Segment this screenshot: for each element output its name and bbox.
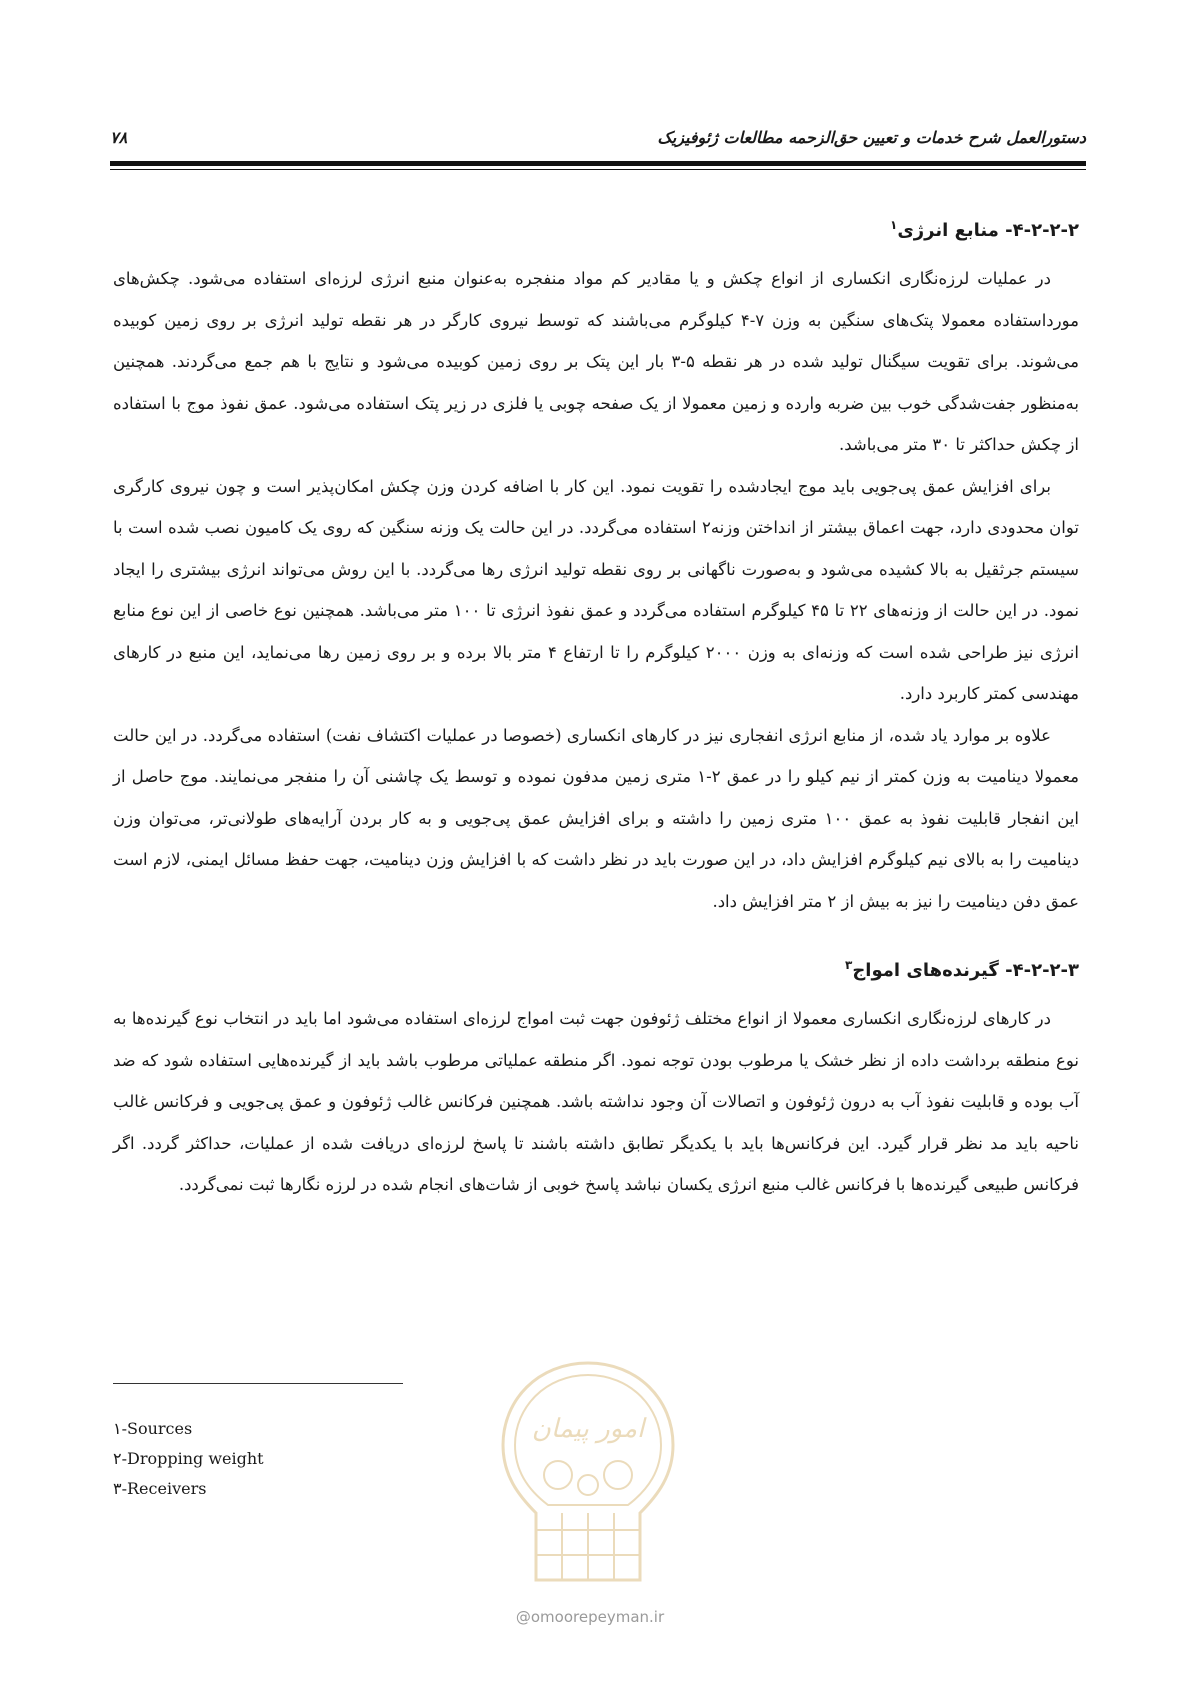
- stamp-logo-text: امور پیمان: [531, 1414, 645, 1444]
- running-title: دستورالعمل شرح خدمات و تعیین حق‌الزحمه مطالعات ژئوفیزیک: [657, 128, 1086, 147]
- section-number: ۴-۲-۲-۲-: [1005, 220, 1079, 241]
- section-heading-receivers: [113, 948, 1079, 988]
- footnote: ۳-Receivers: [113, 1479, 207, 1498]
- main-content: [113, 208, 1079, 1206]
- footnote: ۲-Dropping weight: [113, 1449, 264, 1468]
- paragraph: علاوه بر موارد یاد شده، از منابع انرژی انفجاری نیز در کارهای انکساری (خصوصا در عملیات اکتشاف نفت) استفاده می‌گردد. در این حالت معمولا دینامیت به وزن کمتر از نیم کیلو را در عمق ۲-۱ متری زمین مدفون نموده و توسط یک چاشنی آن را منفجر می‌نمایند. موج حاصل از این انفجار قابلیت نفوذ به عمق ۱۰۰ متری زمین را داشته و برای افزایش عمق پی‌جویی و به کار بردن آرایه‌های طولانی‌تر، می‌توان وزن دینامیت را به بالای نیم کیلوگرم افزایش داد، در این صورت باید در نظر داشت که با افزایش وزن دینامیت، جهت حفظ مسائل ایمنی، لازم است عمق دفن دینامیت را نیز به بیش از ۲ متر افزایش داد.: [113, 725, 1079, 911]
- paragraph: در عملیات لرزه‌نگاری انکساری از انواع چکش و یا مقادیر کم مواد منفجره به‌عنوان منبع انرژی لرزه‌ای استفاده می‌شود. چکش‌های مورداستفاده معمولا پتک‌های سنگین به وزن ۷-۴ کیلوگرم می‌باشند که توسط نیروی کارگر در هر نقطه تولید انرژی بر روی زمین کوبیده می‌شوند. برای تقویت سیگنال تولید شده در هر نقطه ۵-۳ بار این پتک بر روی زمین کوبیده می‌شود و نتایج با هم جمع می‌گردند. همچنین به‌منظور جفت‌شدگی خوب بین ضربه وارده و زمین معمولا از یک صفحه چوبی یا فلزی در زیر پتک استفاده می‌شود. عمق نفوذ موج با استفاده از چکش حداکثر تا ۳۰ متر می‌باشد.: [113, 269, 1079, 454]
- header-rule-thick: [110, 161, 1086, 166]
- page-number: ۷۸: [110, 128, 128, 147]
- watermark-url: @omoorepeyman.ir: [515, 1608, 665, 1626]
- section-title: منابع انرژی: [897, 220, 999, 241]
- watermark-stamp-icon: [468, 1345, 708, 1600]
- paragraph: در کارهای لرزه‌نگاری انکساری معمولا از انواع مختلف ژئوفون جهت ثبت امواج لرزه‌ای استفاده می‌شود اما باید در انتخاب نوع گیرنده‌ها به نوع منطقه برداشت داده از نظر خشک یا مرطوب بودن توجه نمود. اگر منطقه عملیاتی مرطوب باشد باید از گیرنده‌هایی استفاده شود که ضد آب بوده و قابلیت نفوذ آب به درون ژئوفون و اتصالات آن وجود نداشته باشد. همچنین فرکانس غالب ژئوفون و عمق پی‌جویی و فرکانس غالب ناحیه باید مد نظر قرار گیرد. این فرکانس‌ها باید با یکدیگر تطابق داشته باشند تا پاسخ لرزه‌ای دریافت شده از عملیات، حداکثر گردد. اگر فرکانس طبیعی گیرنده‌ها با فرکانس غالب منبع انرژی یکسان نباشد پاسخ خوبی از شات‌های انجام شده در لرزه نگارها ثبت نمی‌گردد.: [113, 1009, 1079, 1194]
- footnotes: [113, 1414, 264, 1504]
- section-number: ۴-۲-۲-۳-: [1005, 960, 1079, 981]
- page-header: [110, 128, 1086, 156]
- header-rule-thin: [110, 169, 1086, 170]
- section-heading-energy-sources: [113, 208, 1079, 248]
- footnote-ref: ۳: [845, 958, 853, 972]
- footnote-rule: [113, 1383, 403, 1384]
- section-title: گیرنده‌های امواج: [852, 960, 999, 981]
- footnote: ۱-Sources: [113, 1419, 193, 1438]
- paragraph: برای افزایش عمق پی‌جویی باید موج ایجادشده را تقویت نمود. این کار با اضافه کردن وزن چکش امکان‌پذیر است و چون نیروی کارگری توان محدودی دارد، جهت اعماق بیشتر از انداختن وزنه۲ استفاده می‌گردد. در این حالت یک وزنه سنگین که روی یک کامیون نصب شده است با سیستم جرثقیل به بالا کشیده می‌شود و به‌صورت ناگهانی بر روی نقطه تولید انرژی رها می‌گردد. با این روش می‌تواند انرژی بیشتری را ایجاد نمود. در این حالت از وزنه‌های ۲۲ تا ۴۵ کیلوگرم استفاده می‌گردد و عمق نفوذ انرژی تا ۱۰۰ متر می‌باشد. همچنین نوع خاصی از این نوع منابع انرژی نیز طراحی شده است که وزنه‌ای به وزن ۲۰۰۰ کیلوگرم را تا ارتفاع ۴ متر بالا برده و بر روی زمین رها می‌نماید، این منبع در کارهای مهندسی کمتر کاربرد دارد.: [113, 476, 1080, 703]
- footnote-ref: ۱: [889, 218, 898, 232]
